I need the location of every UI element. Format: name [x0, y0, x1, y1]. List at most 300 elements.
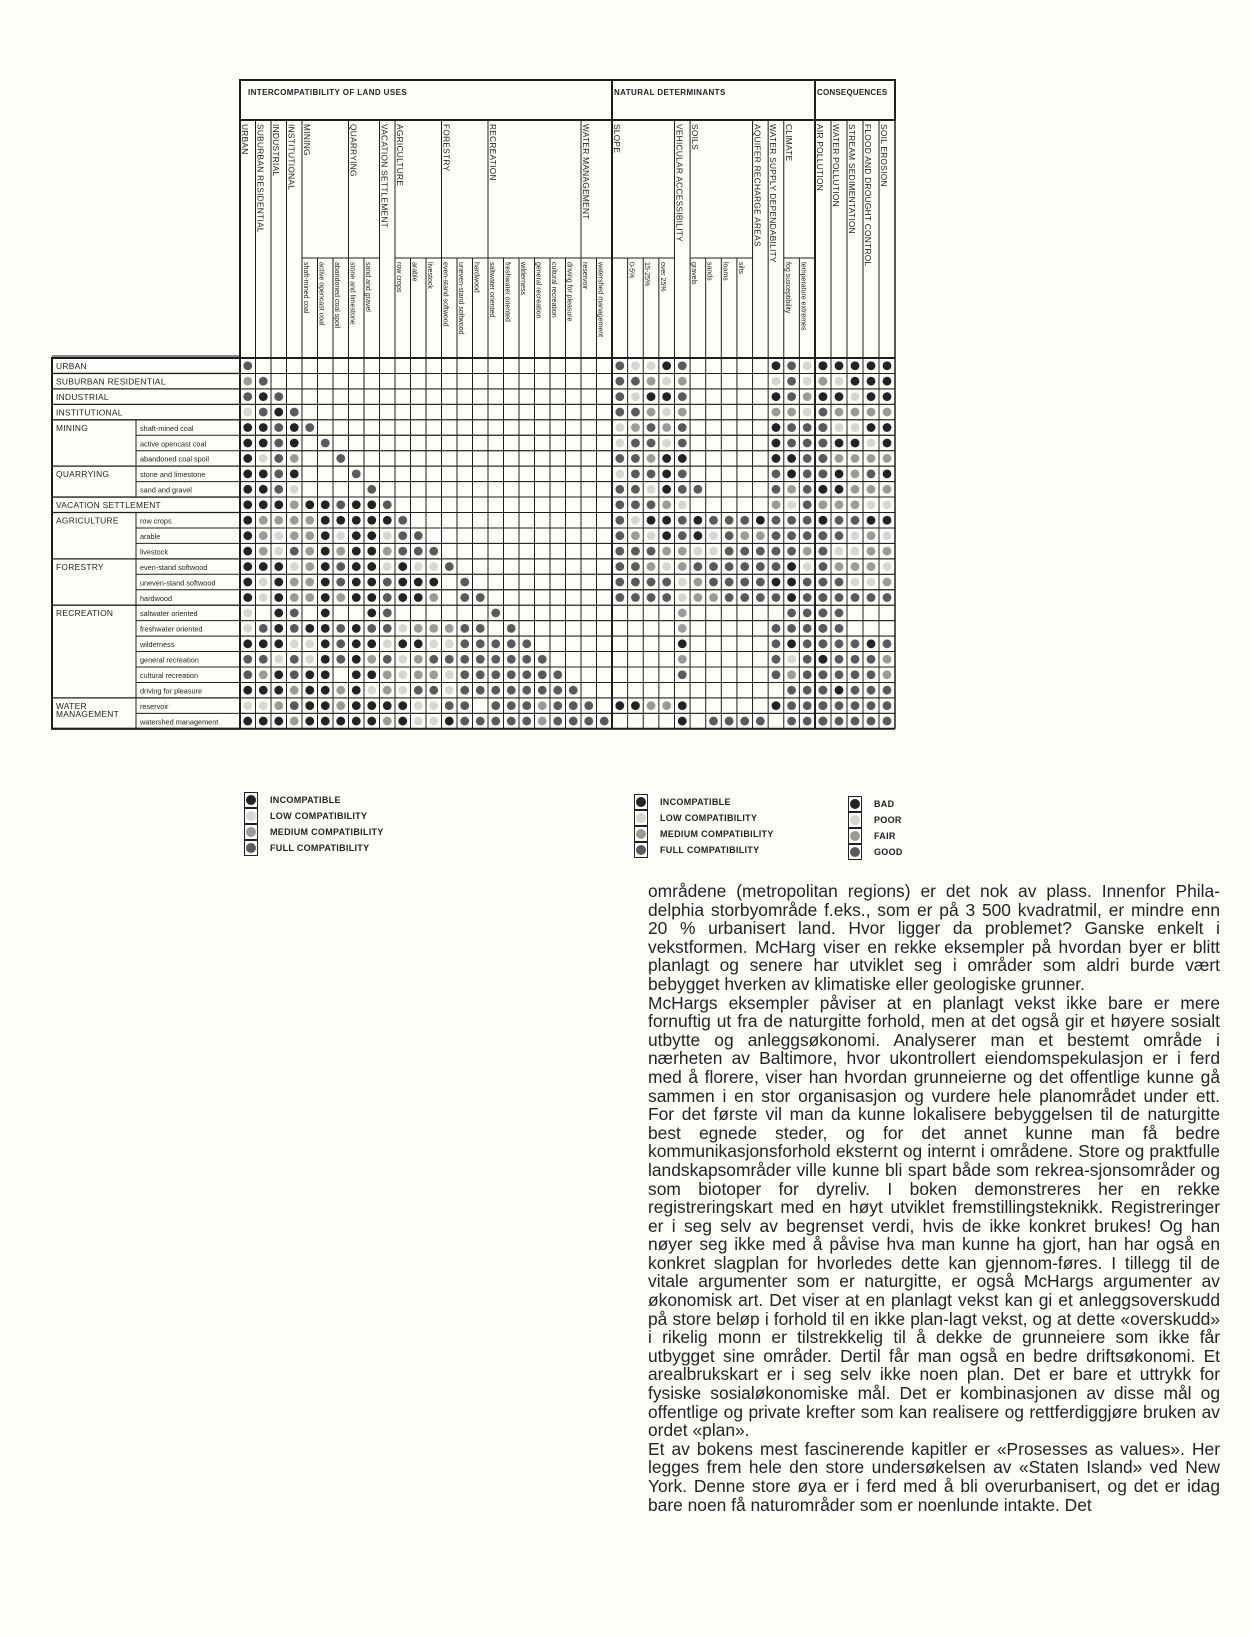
compatibility-dot — [274, 408, 283, 417]
determinant-dot — [662, 377, 671, 386]
compatibility-dot — [274, 609, 283, 618]
legend-item: LOW COMPATIBILITY — [634, 810, 774, 826]
compatibility-dot — [352, 531, 361, 540]
article-paragraph: områdene (metropolitan regions) er det nok av plass. Innenfor Phila-delphia storbyområde f.eks., som er på 3 500 kvadratmil, er mindre enn 20 % urbanisert land. Hvor ligger da problemet? Ganske enkelt i vekstformen. McHarg viser en rekke eksempler på hvordan byer er blitt planlagt og senere har utviklet seg i områder som aldri burde vært bebygget hverken av klimatiske eller geologiske grunner. — [648, 881, 1220, 994]
column-sub-label: abandoned coal spoil — [333, 262, 340, 329]
determinant-dot — [631, 377, 640, 386]
consequence-dot — [835, 408, 844, 417]
consequence-dot — [867, 593, 876, 602]
compatibility-dot — [367, 609, 376, 618]
compatibility-dot — [507, 624, 516, 633]
compatibility-dot — [383, 609, 392, 618]
row-group-label: WATER — [56, 700, 87, 711]
column-sub-label: shaft-mined coal — [302, 262, 309, 314]
determinant-dot — [756, 516, 765, 525]
compatibility-dot — [290, 578, 299, 587]
determinant-dot — [772, 670, 781, 679]
determinant-dot — [662, 531, 671, 540]
determinant-dot — [678, 516, 687, 525]
column-sub-label: loams — [721, 262, 729, 281]
compatibility-dot — [414, 701, 423, 710]
determinant-dot — [647, 392, 656, 401]
column-group-label: SLOPE — [612, 124, 622, 154]
consequence-label: WATER POLLUTION — [831, 124, 841, 207]
row-sub-label: freshwater oriented — [140, 624, 203, 634]
consequence-dot — [851, 670, 860, 679]
compatibility-dot — [398, 655, 407, 664]
compatibility-dot — [243, 547, 252, 556]
consequence-dot — [851, 562, 860, 571]
determinant-dot — [772, 454, 781, 463]
consequence-dot — [867, 454, 876, 463]
consequence-dot — [867, 547, 876, 556]
row-group-label: URBAN — [56, 361, 87, 371]
compatibility-dot — [336, 701, 345, 710]
compatibility-dot — [414, 670, 423, 679]
compatibility-dot — [321, 547, 330, 556]
determinant-dot — [803, 670, 812, 679]
column-group-label: VACATION SETTLEMENT — [379, 124, 390, 229]
compatibility-dot — [414, 562, 423, 571]
compatibility-dot — [367, 686, 376, 695]
compatibility-dot — [522, 686, 531, 695]
consequence-dot — [867, 485, 876, 494]
consequence-label: AIR POLLUTION — [815, 124, 825, 192]
compatibility-dot — [336, 639, 345, 648]
determinant-dot — [803, 377, 812, 386]
row-group-label: AGRICULTURE — [56, 515, 119, 526]
determinant-dot — [631, 547, 640, 556]
determinant-dot — [662, 578, 671, 587]
compatibility-dot — [507, 655, 516, 664]
column-sub-label: over 25% — [658, 262, 666, 292]
column-sub-label: saltwater oriented — [488, 262, 495, 318]
determinant-dot — [647, 516, 656, 525]
compatibility-dot — [290, 593, 299, 602]
determinant-dot — [709, 593, 718, 602]
determinant-dot — [787, 639, 796, 648]
determinant-dot — [756, 717, 765, 726]
consequence-dot — [883, 454, 892, 463]
consequence-dot — [819, 593, 828, 602]
compatibility-dot — [352, 469, 361, 478]
compatibility-dot — [429, 578, 438, 587]
compatibility-dot — [274, 593, 283, 602]
determinant-dot — [678, 578, 687, 587]
compatibility-dot — [367, 562, 376, 571]
determinant-dot — [772, 624, 781, 633]
consequence-label: SOIL EROSION — [879, 124, 889, 187]
compatibility-dot — [274, 717, 283, 726]
determinant-dot — [647, 469, 656, 478]
consequence-dot — [883, 439, 892, 448]
compatibility-dot — [352, 500, 361, 509]
determinant-dot — [740, 516, 749, 525]
determinant-dot — [772, 578, 781, 587]
determinant-dot — [709, 547, 718, 556]
column-sub-label: gravels — [690, 262, 698, 285]
compatibility-dot — [352, 578, 361, 587]
consequence-dot — [883, 531, 892, 540]
consequence-dot — [835, 701, 844, 710]
dot-full-icon — [636, 845, 646, 855]
determinant-dot — [693, 531, 702, 540]
compatibility-dot — [243, 670, 252, 679]
legend-item: MEDIUM COMPATIBILITY — [634, 826, 774, 842]
determinant-dot — [678, 531, 687, 540]
consequence-dot — [819, 469, 828, 478]
determinant-dot — [740, 531, 749, 540]
determinant-dot — [787, 655, 796, 664]
column-group-label: RECREATION — [488, 124, 498, 181]
compatibility-dot — [491, 717, 500, 726]
determinant-dot — [803, 593, 812, 602]
compatibility-dot — [321, 686, 330, 695]
compatibility-dot — [274, 655, 283, 664]
compatibility-dot — [305, 562, 314, 571]
compatibility-dot — [460, 624, 469, 633]
compatibility-dot — [429, 639, 438, 648]
compatibility-dot — [398, 547, 407, 556]
compatibility-dot — [383, 531, 392, 540]
determinant-dot — [756, 531, 765, 540]
compatibility-dot — [305, 717, 314, 726]
determinant-dot — [787, 439, 796, 448]
compatibility-dot — [352, 547, 361, 556]
consequence-dot — [835, 655, 844, 664]
row-group-label: SUBURBAN RESIDENTIAL — [56, 376, 166, 387]
compatibility-dot — [290, 547, 299, 556]
consequence-dot — [819, 500, 828, 509]
consequence-dot — [851, 639, 860, 648]
compatibility-dot — [259, 531, 268, 540]
determinant-dot — [678, 593, 687, 602]
compatibility-dot — [243, 655, 252, 664]
compatibility-dot — [321, 717, 330, 726]
determinant-dot — [678, 547, 687, 556]
determinant-dot — [678, 655, 687, 664]
compatibility-dot — [352, 670, 361, 679]
compatibility-dot — [476, 686, 485, 695]
compatibility-dot — [538, 686, 547, 695]
consequence-dot — [851, 593, 860, 602]
compatibility-dot — [398, 670, 407, 679]
determinant-dot — [803, 562, 812, 571]
determinant-dot — [803, 639, 812, 648]
column-sub-label: hardwood — [472, 262, 480, 293]
determinant-dot — [803, 439, 812, 448]
determinant-dot — [678, 500, 687, 509]
article-text — [648, 882, 1220, 1514]
consequence-dot — [819, 686, 828, 695]
compatibility-dot — [367, 701, 376, 710]
compatibility-dot — [383, 624, 392, 633]
compatibility-dot — [243, 377, 252, 386]
determinant-dot — [647, 377, 656, 386]
compatibility-dot — [460, 701, 469, 710]
compatibility-dot — [305, 500, 314, 509]
compatibility-dot — [476, 639, 485, 648]
dot-fair-icon — [850, 831, 860, 841]
legend-natural — [634, 794, 774, 858]
column-group-label: MINING — [302, 124, 312, 156]
consequence-dot — [851, 578, 860, 587]
determinant-dot — [662, 392, 671, 401]
column-sub-label: temperature extremes — [799, 262, 807, 331]
determinant-dot — [787, 609, 796, 618]
compatibility-dot — [274, 469, 283, 478]
compatibility-dot — [336, 717, 345, 726]
compatibility-dot — [460, 655, 469, 664]
consequence-dot — [835, 717, 844, 726]
compatibility-dot — [336, 500, 345, 509]
consequence-dot — [835, 531, 844, 540]
consequence-dot — [819, 562, 828, 571]
consequence-dot — [851, 408, 860, 417]
compatibility-dot — [414, 639, 423, 648]
consequence-dot — [835, 500, 844, 509]
compatibility-dot — [383, 686, 392, 695]
consequence-dot — [835, 454, 844, 463]
determinant-dot — [772, 500, 781, 509]
determinant-dot — [803, 361, 812, 370]
compatibility-dot — [321, 609, 330, 618]
consequence-dot — [851, 485, 860, 494]
consequence-dot — [819, 717, 828, 726]
consequence-dot — [883, 578, 892, 587]
consequence-dot — [835, 439, 844, 448]
determinant-dot — [756, 578, 765, 587]
compatibility-dot — [445, 639, 454, 648]
consequence-label: STREAM SEDIMENTATION — [847, 124, 857, 234]
legend-item: GOOD — [848, 844, 903, 860]
legend-item: FULL COMPATIBILITY — [634, 842, 774, 858]
compatibility-dot — [491, 701, 500, 710]
compatibility-dot — [259, 670, 268, 679]
compatibility-dot — [429, 562, 438, 571]
determinant-dot — [631, 516, 640, 525]
compatibility-dot — [445, 670, 454, 679]
determinant-dot — [787, 624, 796, 633]
compatibility-dot — [367, 516, 376, 525]
consequences-header: CONSEQUENCES — [817, 88, 888, 97]
column-sub-label: stone and limestone — [348, 262, 356, 325]
consequence-dot — [851, 454, 860, 463]
compatibility-dot — [600, 717, 609, 726]
compatibility-dot — [352, 516, 361, 525]
compatibility-dot — [259, 593, 268, 602]
compatibility-dot — [259, 439, 268, 448]
determinant-dot — [772, 423, 781, 432]
compatibility-dot — [414, 531, 423, 540]
compatibility-dot — [274, 500, 283, 509]
compatibility-dot — [398, 516, 407, 525]
determinant-dot — [725, 531, 734, 540]
compatibility-dot — [429, 624, 438, 633]
determinant-dot — [662, 485, 671, 494]
determinant-dot — [787, 516, 796, 525]
column-sub-label: general recreation — [534, 262, 542, 319]
consequence-dot — [851, 516, 860, 525]
determinant-dot — [615, 500, 624, 509]
determinant-dot — [787, 392, 796, 401]
compatibility-dot — [259, 454, 268, 463]
compatibility-dot — [243, 686, 252, 695]
compatibility-dot — [460, 686, 469, 695]
determinant-dot — [662, 593, 671, 602]
compatibility-dot — [305, 516, 314, 525]
compatibility-dot — [538, 670, 547, 679]
determinant-dot — [772, 655, 781, 664]
compatibility-dot — [290, 454, 299, 463]
determinant-dot — [647, 500, 656, 509]
compatibility-dot — [274, 439, 283, 448]
consequence-dot — [851, 392, 860, 401]
compatibility-dot — [352, 686, 361, 695]
determinant-dot — [631, 361, 640, 370]
dot-full-icon — [246, 843, 256, 853]
compatibility-dot — [259, 547, 268, 556]
compatibility-dot — [305, 670, 314, 679]
compatibility-dot — [367, 578, 376, 587]
consequence-dot — [867, 686, 876, 695]
compatibility-dot — [321, 639, 330, 648]
compatibility-dot — [243, 423, 252, 432]
compatibility-dot — [321, 516, 330, 525]
determinant-dot — [772, 701, 781, 710]
column-sub-label: row crops — [395, 262, 402, 293]
compatibility-dot — [336, 562, 345, 571]
legend-land-uses — [244, 792, 384, 856]
compatibility-dot — [243, 593, 252, 602]
column-sub-label: reservoir — [581, 262, 588, 290]
determinant-dot — [647, 562, 656, 571]
determinant-dot — [787, 670, 796, 679]
compatibility-dot — [476, 670, 485, 679]
determinant-dot — [662, 361, 671, 370]
determinant-dot — [787, 485, 796, 494]
consequence-dot — [819, 485, 828, 494]
compatibility-dot — [398, 639, 407, 648]
consequence-dot — [851, 655, 860, 664]
determinant-dot — [693, 485, 702, 494]
column-sub-label: arable — [410, 262, 418, 282]
compatibility-dot — [259, 562, 268, 571]
compatibility-dot — [243, 392, 252, 401]
compatibility-dot — [243, 578, 252, 587]
compatibility-dot — [445, 686, 454, 695]
consequence-dot — [819, 609, 828, 618]
compatibility-dot — [460, 670, 469, 679]
determinant-dot — [787, 377, 796, 386]
column-group-label: SOILS — [690, 124, 701, 150]
determinant-dot — [803, 655, 812, 664]
legend-consequences — [848, 796, 903, 860]
compatibility-dot — [414, 686, 423, 695]
compatibility-dot — [445, 701, 454, 710]
compatibility-dot — [259, 377, 268, 386]
determinant-dot — [631, 454, 640, 463]
compatibility-dot — [290, 469, 299, 478]
compatibility-dot — [305, 701, 314, 710]
compatibility-dot — [243, 609, 252, 618]
compatibility-dot — [274, 516, 283, 525]
compatibility-dot — [259, 485, 268, 494]
consequence-dot — [835, 609, 844, 618]
compatibility-dot — [290, 670, 299, 679]
column-group-label: INDUSTRIAL — [271, 124, 281, 177]
consequence-dot — [883, 670, 892, 679]
determinant-dot — [693, 516, 702, 525]
compatibility-dot — [259, 639, 268, 648]
column-group-label: SUBURBAN RESIDENTIAL — [255, 124, 266, 233]
consequence-dot — [883, 423, 892, 432]
determinant-dot — [709, 717, 718, 726]
determinant-dot — [631, 469, 640, 478]
consequence-dot — [867, 423, 876, 432]
determinant-dot — [725, 578, 734, 587]
determinant-dot — [647, 485, 656, 494]
row-sub-label: wilderness — [140, 640, 175, 650]
column-group-label: FORESTRY — [441, 124, 452, 172]
compatibility-dot — [290, 500, 299, 509]
compatibility-dot — [398, 686, 407, 695]
consequence-dot — [819, 578, 828, 587]
consequence-dot — [883, 377, 892, 386]
determinant-dot — [693, 578, 702, 587]
consequence-dot — [851, 469, 860, 478]
determinant-dot — [662, 439, 671, 448]
column-group-label: WATER MANAGEMENT — [581, 124, 591, 220]
compatibility-dot — [429, 717, 438, 726]
consequence-dot — [867, 531, 876, 540]
compatibility-dot — [243, 361, 252, 370]
consequence-dot — [835, 377, 844, 386]
row-sub-label: row crops — [140, 516, 172, 526]
determinant-dot — [662, 469, 671, 478]
compatibility-dot — [274, 686, 283, 695]
determinant-dot — [772, 516, 781, 525]
consequence-dot — [867, 500, 876, 509]
consequence-dot — [835, 516, 844, 525]
consequence-dot — [883, 655, 892, 664]
compatibility-dot — [383, 717, 392, 726]
determinant-dot — [662, 423, 671, 432]
consequence-dot — [851, 439, 860, 448]
compatibility-dot — [352, 624, 361, 633]
consequence-dot — [883, 485, 892, 494]
compatibility-dot — [367, 547, 376, 556]
determinant-dot — [772, 392, 781, 401]
column-group-label: INSTITUTIONAL — [286, 124, 297, 191]
compatibility-dot — [491, 670, 500, 679]
determinant-dot — [772, 547, 781, 556]
determinant-dot — [803, 423, 812, 432]
consequence-label: FLOOD AND DROUGHT CONTROL — [863, 124, 873, 267]
row-sub-label: saltwater oriented — [140, 609, 198, 619]
determinant-dot — [787, 500, 796, 509]
determinant-dot — [725, 562, 734, 571]
determinant-dot — [787, 469, 796, 478]
consequence-dot — [851, 361, 860, 370]
determinant-dot — [787, 562, 796, 571]
consequence-dot — [867, 392, 876, 401]
compatibility-dot — [383, 547, 392, 556]
consequence-dot — [835, 624, 844, 633]
column-sub-label: uneven-stand softwood — [457, 262, 464, 335]
determinant-dot — [803, 547, 812, 556]
determinant-dot — [803, 717, 812, 726]
